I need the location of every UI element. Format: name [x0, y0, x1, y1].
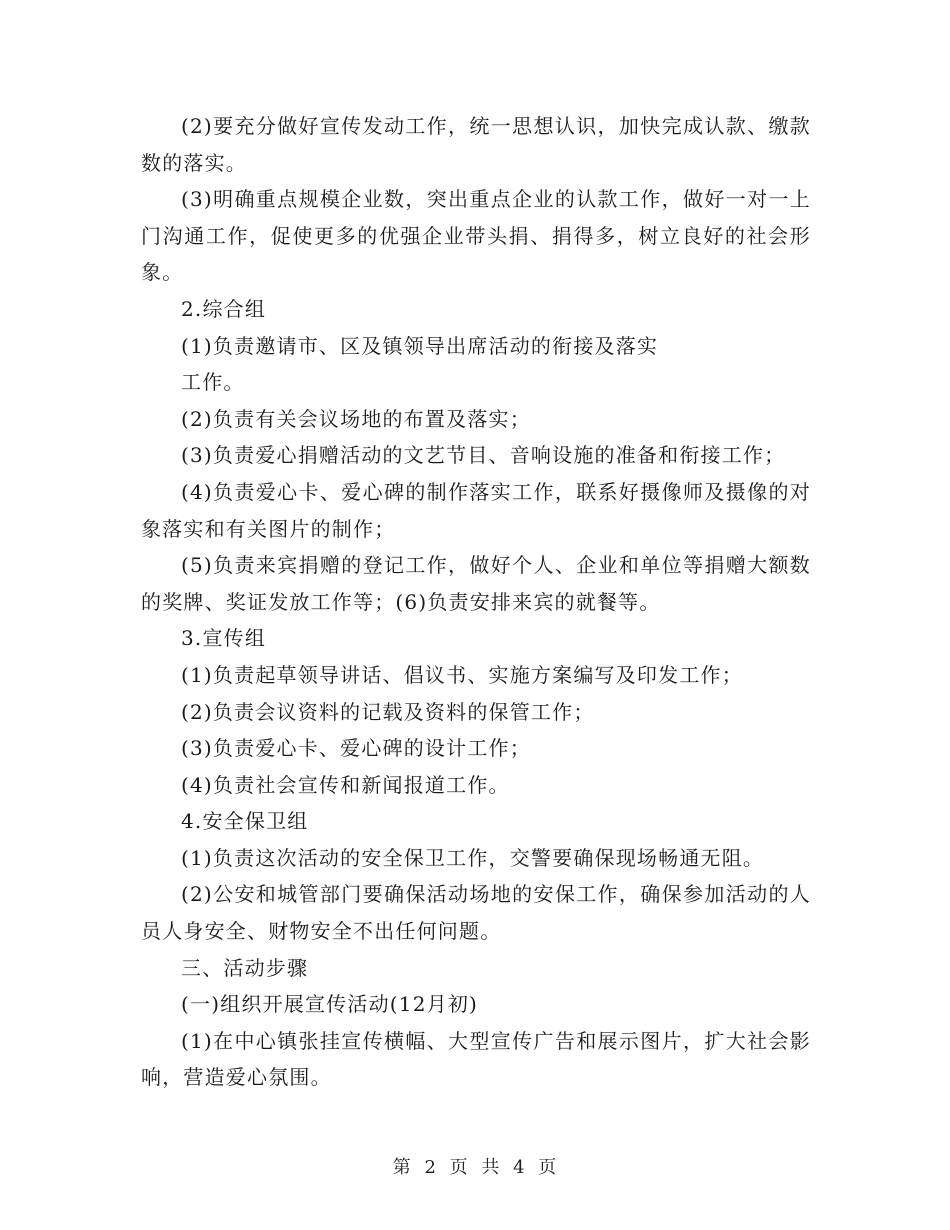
paragraph-public-safety: (2)公安和城管部门要确保活动场地的安保工作，确保参加活动的人员人身安全、财物安全不出任何问题。	[141, 882, 811, 944]
paragraph-key-enterprises: (3)明确重点规模企业数，突出重点企业的认款工作，做好一对一上门沟通工作，促使更多的优强企业带头捐、捐得多，树立良好的社会形象。	[141, 187, 811, 285]
paragraph-venue-setup: (2)负责有关会议场地的布置及落实；	[181, 406, 531, 431]
paragraph-guest-registration: (5)负责来宾捐赠的登记工作，做好个人、企业和单位等捐赠大额数的奖牌、奖证发放工作等；(6)负责安排来宾的就餐等。	[141, 553, 811, 614]
heading-comprehensive-group: 2.综合组	[181, 296, 267, 321]
paragraph-invite-leaders: (1)负责邀请市、区及镇领导出席活动的衔接及落实	[181, 333, 659, 358]
paragraph-news-reporting: (4)负责社会宣传和新闻报道工作。	[181, 772, 510, 797]
paragraph-performances-audio: (3)负责爱心捐赠活动的文艺节目、音响设施的准备和衔接工作；	[181, 443, 786, 468]
paragraph-meeting-records: (2)负责会议资料的记载及资料的保管工作；	[181, 699, 595, 724]
page-number-footer: 第 2 页 共 4 页	[392, 1157, 558, 1178]
paragraph-traffic-security: (1)负责这次活动的安全保卫工作，交警要确保现场畅通无阻。	[181, 845, 765, 870]
paragraph-cards-monument: (4)负责爱心卡、爱心碑的制作落实工作，联系好摄像师及摄像的对象落实和有关图片的制作；	[141, 479, 811, 541]
heading-security-group: 4.安全保卫组	[181, 809, 309, 834]
paragraph-card-design: (3)负责爱心卡、爱心碑的设计工作；	[181, 736, 531, 761]
heading-publicity-activities: (一)组织开展宣传活动(12月初)	[181, 992, 479, 1017]
heading-publicity-group: 3.宣传组	[181, 626, 267, 651]
paragraph-propaganda-mobilization: (2)要充分做好宣传发动工作，统一思想认识，加快完成认款、缴款数的落实。	[141, 114, 811, 175]
document-body	[141, 108, 811, 1096]
paragraph-banners-ads: (1)在中心镇张挂宣传横幅、大型宣传广告和展示图片，扩大社会影响，营造爱心氛围。	[141, 1028, 811, 1090]
paragraph-invite-leaders-continued: 工作。	[181, 370, 245, 395]
heading-activity-steps: 三、活动步骤	[181, 955, 309, 980]
paragraph-drafting-speeches: (1)负责起草领导讲话、倡议书、实施方案编写及印发工作；	[181, 662, 743, 687]
